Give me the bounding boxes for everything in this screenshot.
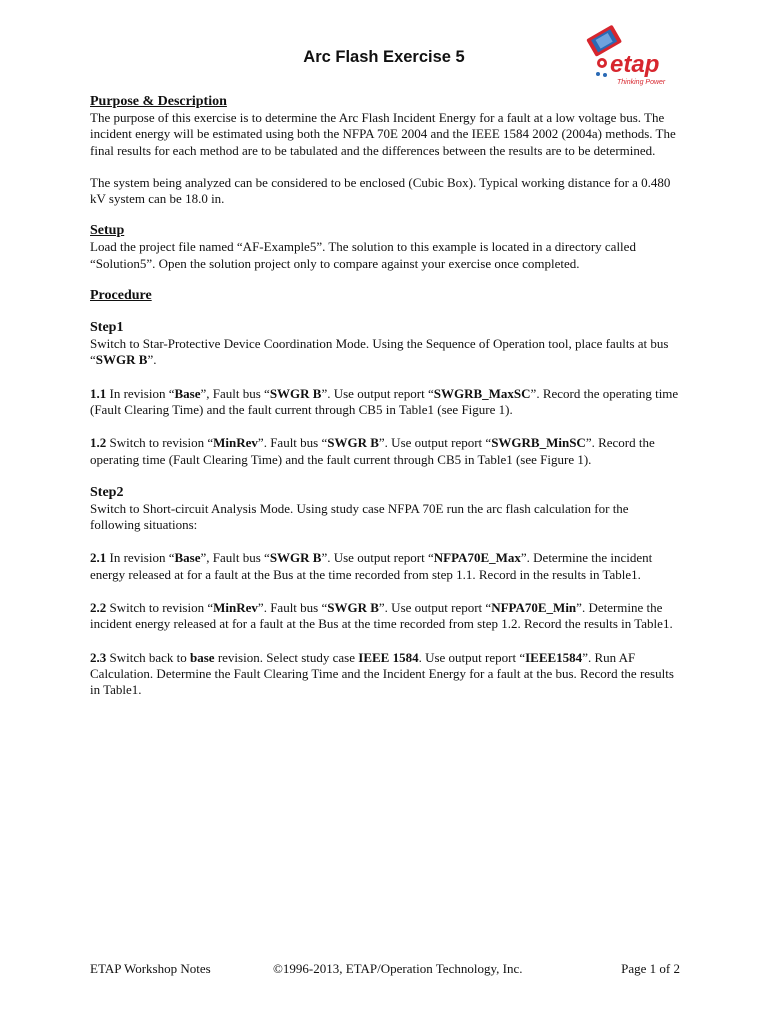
procedure-heading: Procedure — [90, 288, 152, 304]
step-1-1: 1.1 In revision “Base”, Fault bus “SWGR B”. Use output report “SWGRB_MaxSC”. Record the operating time (Fault Clearing Time) and the fault current through CB5 in Table1 (see Figure 1). — [90, 385, 679, 417]
step1-heading: Step1 — [90, 320, 124, 336]
etap-logo — [584, 22, 684, 92]
page-title: Arc Flash Exercise 5 — [303, 48, 465, 66]
logo-tagline: Thinking Power — [617, 79, 666, 86]
footer-page-number: Page 1 of 2 — [621, 961, 680, 976]
document-body — [90, 94, 680, 699]
purpose-heading: Purpose & Description — [90, 94, 227, 109]
step2-intro: Switch to Short-circuit Analysis Mode. Using study case NFPA 70E run the arc flash calculation for the following situations: — [90, 500, 629, 533]
step-2-3: 2.3 Switch back to base revision. Select study case IEEE 1584. Use output report “IEEE1584”. Run AF Calculation. Determine the Fault Clearing Time and the Incident Energy for a fault at the bus. Record the results in Table1. — [90, 649, 674, 698]
purpose-paragraph-1: The purpose of this exercise is to determine the Arc Flash Incident Energy for a fault at a low voltage bus. The incident energy will be estimated using both the NFPA 70E 2004 and the IEEE 1584 2002 (2004a) methods. The final results for each method are to be tabulated and the differences between the results are to be determined. — [90, 110, 676, 158]
logo-wordmark: etap — [610, 51, 660, 78]
footer-copyright: ©1996-2013, ETAP/Operation Technology, Inc. — [273, 961, 523, 976]
setup-heading: Setup — [90, 223, 125, 239]
etap-logo-graphic — [584, 22, 684, 92]
setup-paragraph: Load the project file named “AF-Example5”. The solution to this example is located in a directory called “Solution5”. Open the solution project only to compare against your exercise once completed. — [90, 239, 636, 271]
purpose-paragraph-2: The system being analyzed can be considered to be enclosed (Cubic Box). Typical working distance for a 0.480 kV system can be 18.0 in. — [90, 174, 671, 207]
footer-left: ETAP Workshop Notes — [90, 961, 211, 976]
step-2-2: 2.2 Switch to revision “MinRev”. Fault bus “SWGR B”. Use output report “NFPA70E_Min”. Determine the incident energy released at for a fault at the Bus at the time recorded from step 1.2. Record the results in Table1. — [90, 600, 673, 632]
step2-heading: Step2 — [90, 484, 124, 500]
step1-intro: Switch to Star-Protective Device Coordination Mode. Using the Sequence of Operation tool, place faults at bus “SWGR B”. — [90, 336, 669, 368]
step-1-2: 1.2 Switch to revision “MinRev”. Fault bus “SWGR B”. Use output report “SWGRB_MinSC”. Record the operating time (Fault Clearing Time) and the fault current through CB5 in Table1 (see Figure 1). — [90, 435, 655, 467]
page-footer — [90, 961, 680, 977]
step-2-1: 2.1 In revision “Base”, Fault bus “SWGR B”. Use output report “NFPA70E_Max”. Determine the incident energy released at for a fault at the Bus at the time recorded from step 1.1. Record in the results in Table1. — [90, 550, 653, 582]
